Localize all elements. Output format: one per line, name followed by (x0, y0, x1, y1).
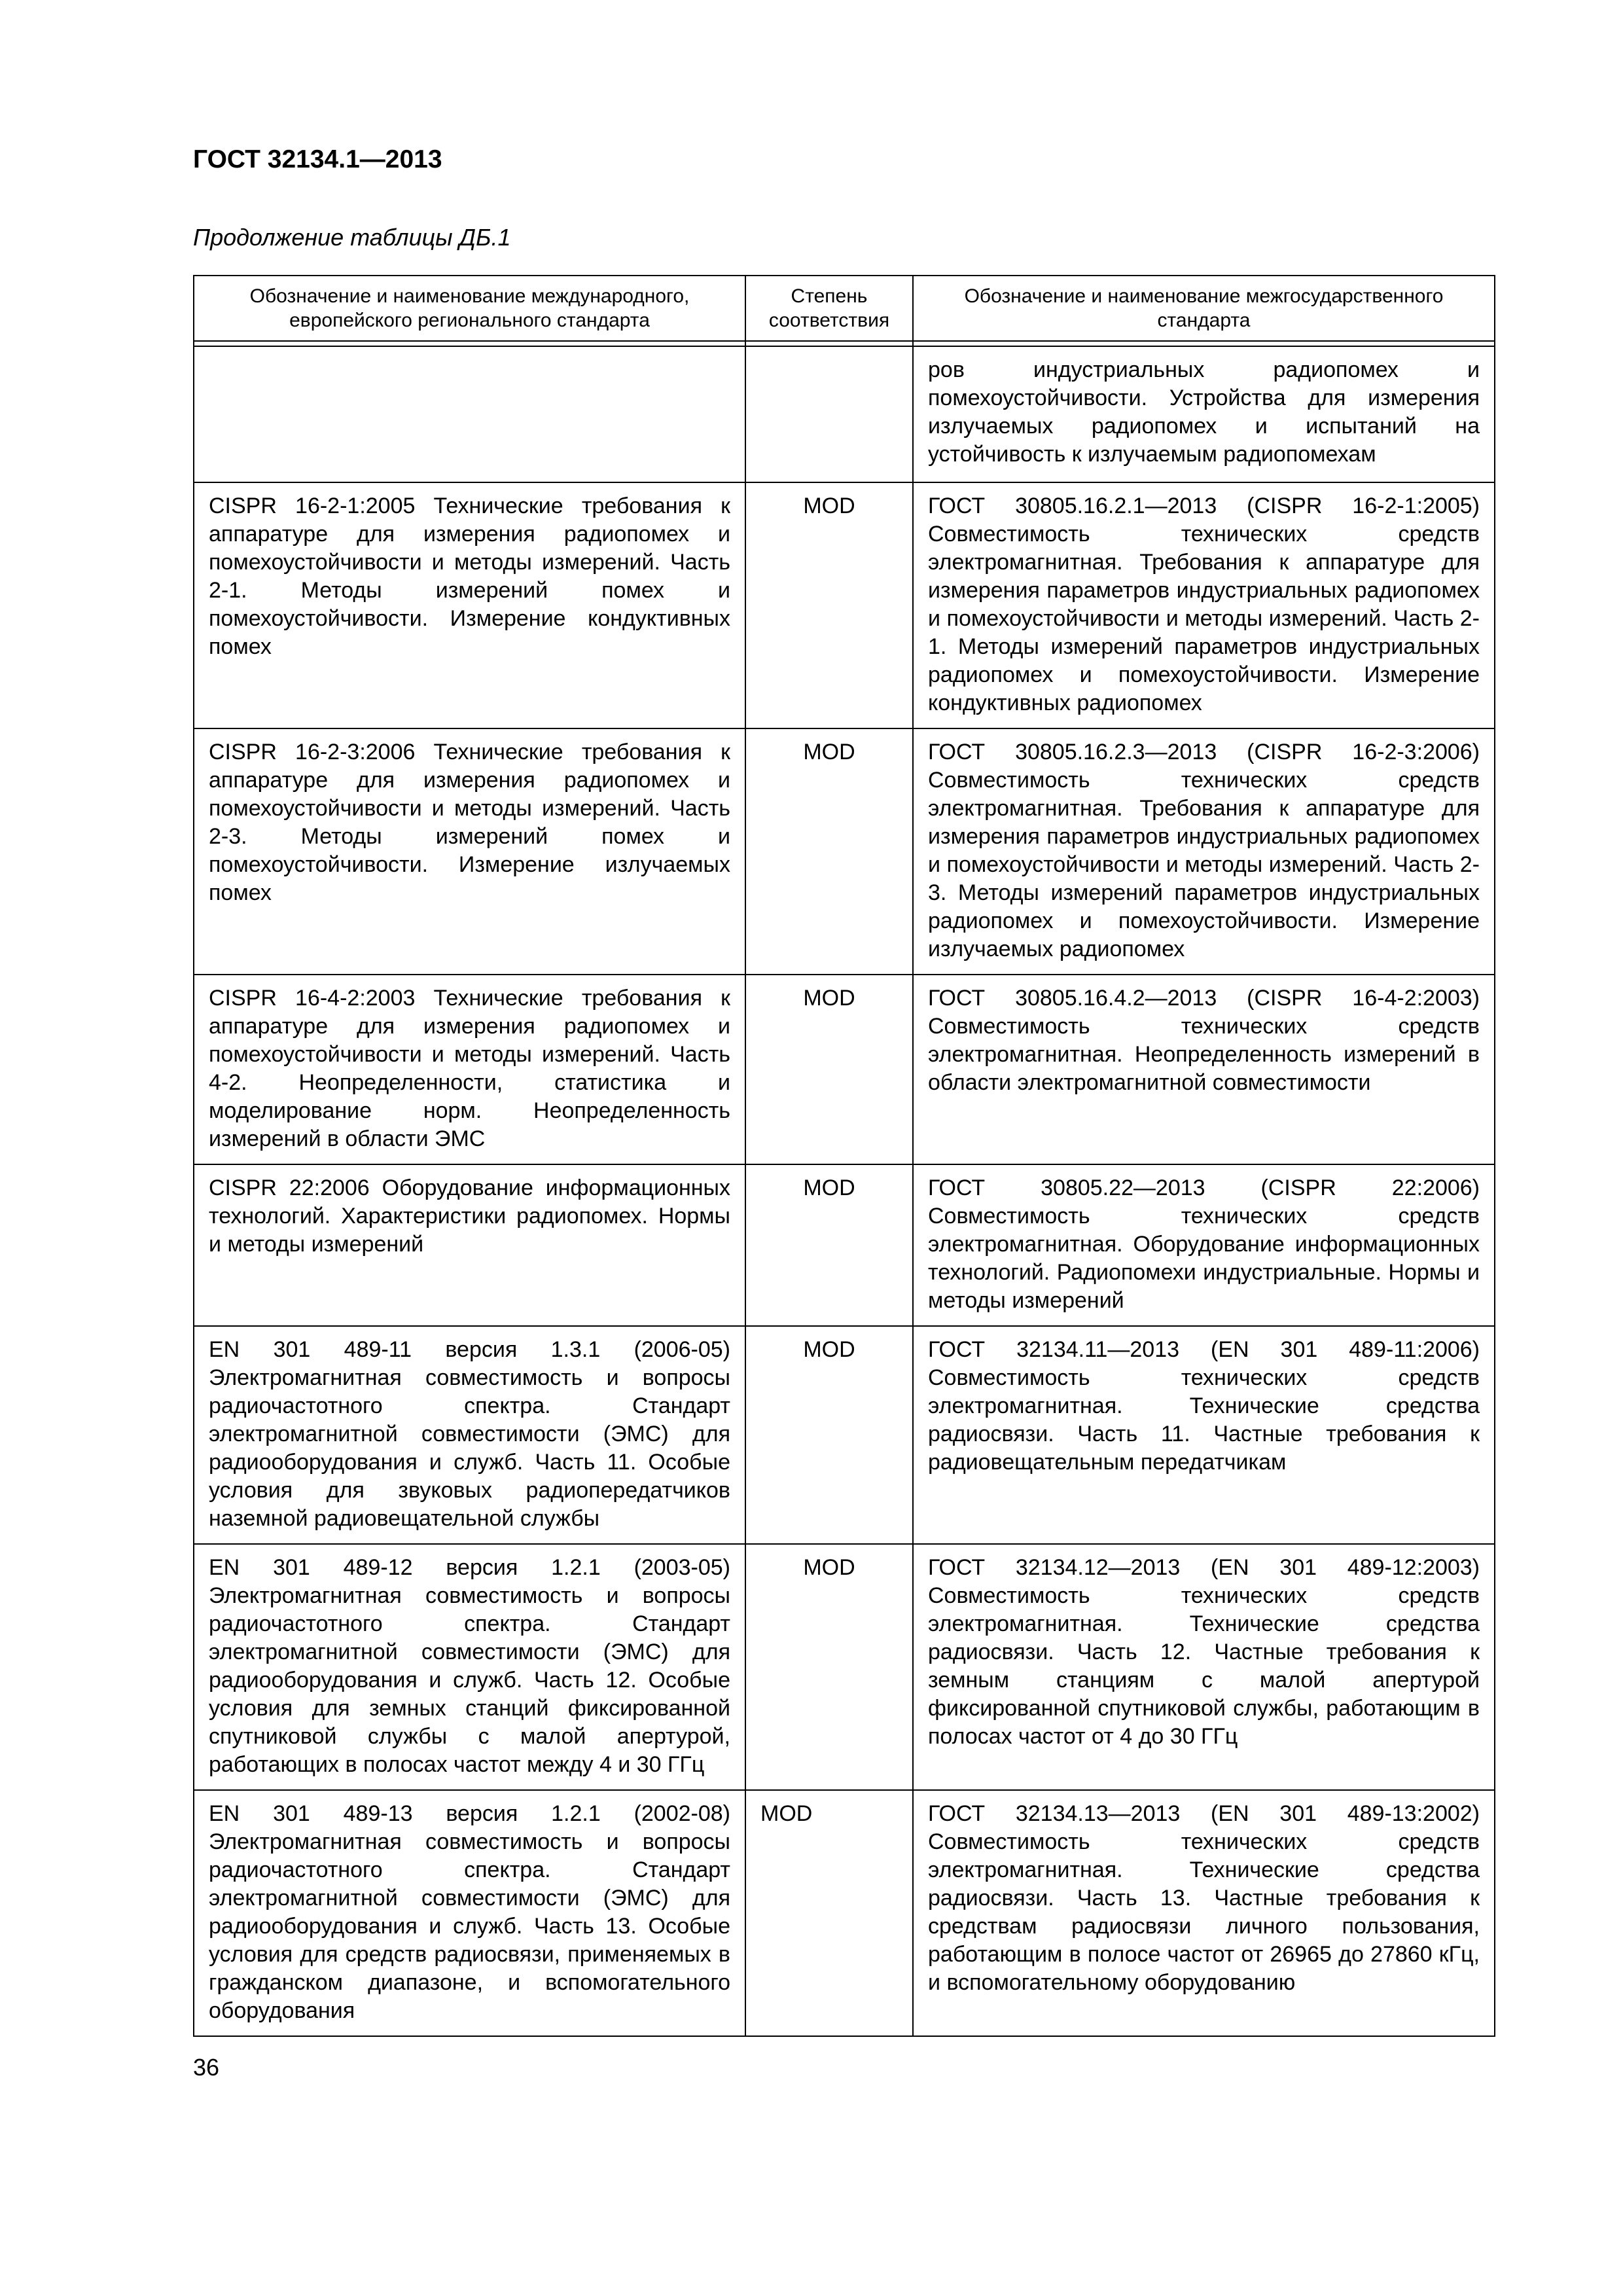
interstate-standard-cell: ГОСТ 30805.16.4.2—2013 (CISPR 16-4-2:2003) Совместимость технических средств электромагнитная. Неопределенность измерений в области электромагнитной совместимости (913, 975, 1495, 1164)
international-standard-cell: CISPR 16-2-1:2005 Технические требования к аппаратуре для измерения радиопомех и помехоустойчивости и методы измерений. Часть 2-1. Методы измерений помех и помехоустойчивости. Измерение кондуктивных помех (194, 482, 745, 728)
international-standard-cell: CISPR 22:2006 Оборудование информационных технологий. Характеристики радиопомех. Нормы и методы измерений (194, 1164, 745, 1326)
interstate-standard-cell: ров индустриальных радиопомех и помехоустойчивости. Устройства для измерения излучаемых радиопомех и испытаний на устойчивость к излучаемым радиопомехам (913, 346, 1495, 482)
table-row (194, 346, 1495, 482)
table-row (194, 1544, 1495, 1790)
table-row (194, 975, 1495, 1164)
international-standard-cell: CISPR 16-4-2:2003 Технические требования к аппаратуре для измерения радиопомех и помехоустойчивости и методы измерений. Часть 4-2. Неопределенности, статистика и моделирование норм. Неопределенность измерений в области ЭМС (194, 975, 745, 1164)
degree-cell: MOD (745, 1790, 913, 2036)
column-header-interstate: Обозначение и наименование межгосударственного стандарта (913, 276, 1495, 341)
interstate-standard-cell: ГОСТ 32134.11—2013 (EN 301 489-11:2006) Совместимость технических средств электромагнитная. Технические средства радиосвязи. Часть 11. Частные требования к радиовещательным передатчикам (913, 1326, 1495, 1544)
table-caption: Продолжение таблицы ДБ.1 (193, 224, 511, 251)
international-standard-cell: EN 301 489-13 версия 1.2.1 (2002-08) Электромагнитная совместимость и вопросы радиочастотного спектра. Стандарт электромагнитной совместимости (ЭМС) для радиооборудования и служб. Часть 13. Особые условия для средств радиосвязи, применяемых в гражданском диапазоне, и вспомогательного оборудования (194, 1790, 745, 2036)
international-standard-cell: CISPR 16-2-3:2006 Технические требования к аппаратуре для измерения радиопомех и помехоустойчивости и методы измерений. Часть 2-3. Методы измерений помех и помехоустойчивости. Измерение излучаемых помех (194, 728, 745, 975)
table-row (194, 728, 1495, 975)
table-row (194, 482, 1495, 728)
header-separator (194, 341, 1495, 346)
column-header-degree: Степень соответствия (745, 276, 913, 341)
standards-table (193, 275, 1495, 2037)
international-standard-cell: EN 301 489-11 версия 1.3.1 (2006-05) Электромагнитная совместимость и вопросы радиочастотного спектра. Стандарт электромагнитной совместимости (ЭМС) для радиооборудования и служб. Часть 11. Особые условия для звуковых радиопередатчиков наземной радиовещательной службы (194, 1326, 745, 1544)
table-header-row (194, 276, 1495, 341)
interstate-standard-cell: ГОСТ 30805.22—2013 (CISPR 22:2006) Совместимость технических средств электромагнитная. Оборудование информационных технологий. Радиопомехи индустриальные. Нормы и методы измерений (913, 1164, 1495, 1326)
degree-cell: MOD (745, 728, 913, 975)
table-row (194, 1164, 1495, 1326)
degree-cell (745, 346, 913, 482)
degree-cell: MOD (745, 482, 913, 728)
page-number: 36 (193, 2054, 220, 2081)
degree-cell: MOD (745, 1326, 913, 1544)
table-row (194, 1790, 1495, 2036)
column-header-international: Обозначение и наименование международного, европейского регионального стандарта (194, 276, 745, 341)
interstate-standard-cell: ГОСТ 30805.16.2.3—2013 (CISPR 16-2-3:2006) Совместимость технических средств электромагнитная. Требования к аппаратуре для измерения параметров индустриальных радиопомех и помехоустойчивости и методы измерений. Часть 2-3. Методы измерений параметров индустриальных радиопомех и помехоустойчивости. Измерение излучаемых радиопомех (913, 728, 1495, 975)
degree-cell: MOD (745, 975, 913, 1164)
interstate-standard-cell: ГОСТ 30805.16.2.1—2013 (CISPR 16-2-1:2005) Совместимость технических средств электромагнитная. Требования к аппаратуре для измерения параметров индустриальных радиопомех и помехоустойчивости и методы измерений. Часть 2-1. Методы измерений параметров индустриальных радиопомех и помехоустойчивости. Измерение кондуктивных радиопомех (913, 482, 1495, 728)
degree-cell: MOD (745, 1164, 913, 1326)
international-standard-cell (194, 346, 745, 482)
document-code: ГОСТ 32134.1—2013 (193, 145, 442, 173)
degree-cell: MOD (745, 1544, 913, 1790)
interstate-standard-cell: ГОСТ 32134.12—2013 (EN 301 489-12:2003) Совместимость технических средств электромагнитная. Технические средства радиосвязи. Часть 12. Частные требования к земным станциям с малой апертурой фиксированной спутниковой службы, работающим в полосах частот от 4 до 30 ГГц (913, 1544, 1495, 1790)
international-standard-cell: EN 301 489-12 версия 1.2.1 (2003-05) Электромагнитная совместимость и вопросы радиочастотного спектра. Стандарт электромагнитной совместимости (ЭМС) для радиооборудования и служб. Часть 12. Особые условия для земных станций фиксированной спутниковой службы с малой апертурой, работающих в полосах частот между 4 и 30 ГГц (194, 1544, 745, 1790)
table-row (194, 1326, 1495, 1544)
interstate-standard-cell: ГОСТ 32134.13—2013 (EN 301 489-13:2002) Совместимость технических средств электромагнитная. Технические средства радиосвязи. Часть 13. Частные требования к средствам радиосвязи личного пользования, работающим в полосе частот от 26965 до 27860 кГц, и вспомогательному оборудованию (913, 1790, 1495, 2036)
